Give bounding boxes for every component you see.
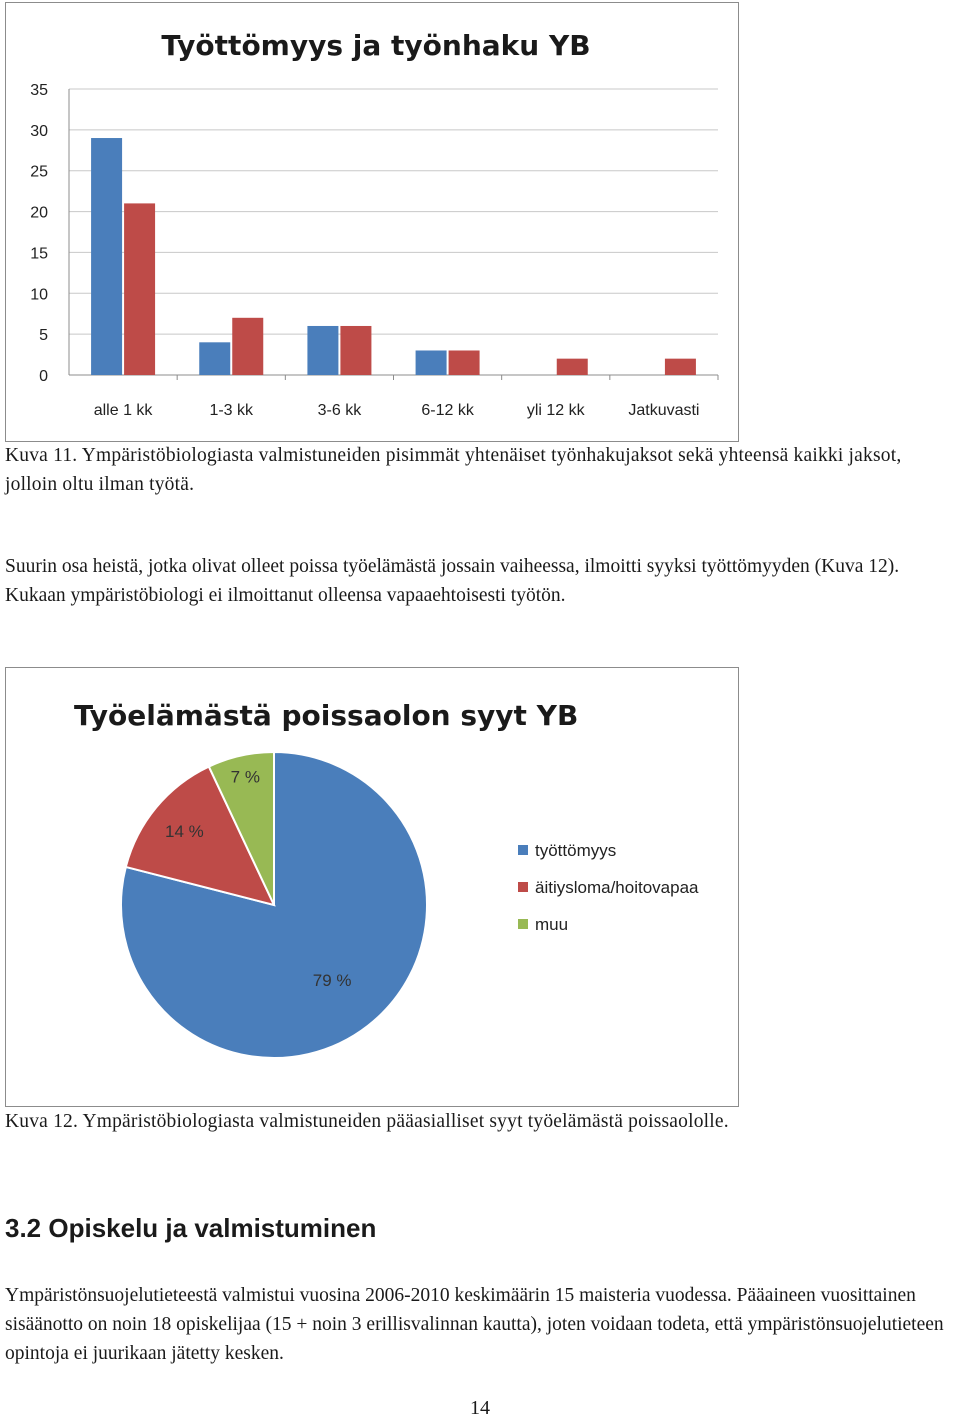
x-category-label: yli 12 kk — [526, 402, 585, 419]
legend-label: muu — [535, 915, 569, 934]
legend-swatch-1 — [518, 882, 528, 892]
x-category-label: 6-12 kk — [421, 402, 474, 419]
pie-value-label: 7 % — [230, 767, 260, 787]
section-heading: 3.2 Opiskelu ja valmistuminen — [5, 1213, 377, 1243]
bar-chart-figure — [5, 2, 739, 442]
x-category-label: 1-3 kk — [209, 402, 254, 419]
bar-2-2 — [340, 326, 371, 375]
y-tick-label: 30 — [30, 122, 48, 140]
bar-1-1 — [199, 342, 230, 375]
body-paragraph-2: Ympäristönsuojelutieteestä valmistui vuosina 2006-2010 keskimäärin 15 maisteria vuodessa. Pääaineen vuosittainen sisäänotto on noin 18 opiskelijaa (15 + noin 3 erillisvalinnan kautta), joten voidaan todeta, että ympäristönsuojelutieteen opintoja ei juurikaan jätetty kesken. — [5, 1285, 944, 1364]
legend-swatch-0 — [518, 845, 528, 855]
pie-chart-title: Työelämästä poissaolon syyt YB — [74, 699, 579, 732]
legend-swatch-2 — [518, 919, 528, 929]
y-tick-label: 15 — [30, 245, 48, 263]
bar-2-1 — [232, 318, 263, 375]
x-category-label: 3-6 kk — [317, 402, 362, 419]
bar-chart-title: Työttömyys ja työnhaku YB — [161, 29, 591, 62]
pie-chart — [6, 668, 738, 1106]
bar-1-3 — [416, 350, 447, 375]
y-tick-label: 20 — [30, 204, 48, 222]
bar-1-2 — [307, 326, 338, 375]
bar-2-4 — [557, 359, 588, 375]
y-tick-label: 5 — [39, 327, 48, 345]
x-category-label: alle 1 kk — [93, 402, 153, 419]
y-tick-label: 35 — [30, 82, 48, 99]
pie-chart-figure — [5, 667, 739, 1107]
body-paragraph-1: Suurin osa heistä, jotka olivat olleet poissa työelämästä jossain vaiheessa, ilmoitti syyksi työttömyyden (Kuva 12). Kukaan ympäristöbiologi ei ilmoittanut olleensa vapaaehtoisesti työtön. — [5, 556, 900, 606]
pie-value-label: 79 % — [312, 970, 352, 990]
bar-1-0 — [91, 138, 122, 375]
page-number: 14 — [470, 1397, 490, 1419]
bar-2-0 — [124, 203, 155, 375]
figure-caption-12: Kuva 12. Ympäristöbiologiasta valmistuneiden pääasialliset syyt työelämästä poissaololle. — [5, 1111, 729, 1132]
legend-label: äitiysloma/hoitovapaa — [535, 878, 699, 897]
bar-2-3 — [449, 350, 480, 375]
pie-value-label: 14 % — [165, 821, 204, 841]
bar-2-5 — [665, 359, 696, 375]
y-tick-label: 0 — [39, 368, 48, 385]
bar-chart — [6, 3, 738, 441]
y-tick-label: 10 — [30, 286, 48, 304]
x-category-label: Jatkuvasti — [628, 402, 700, 419]
figure-caption-11: Kuva 11. Ympäristöbiologiasta valmistuneiden pisimmät yhtenäiset työnhakujaksot sekä yhteensä kaikki jaksot, jolloin oltu ilman työtä. — [5, 445, 902, 495]
y-tick-label: 25 — [30, 163, 48, 181]
legend-label: työttömyys — [535, 841, 617, 860]
